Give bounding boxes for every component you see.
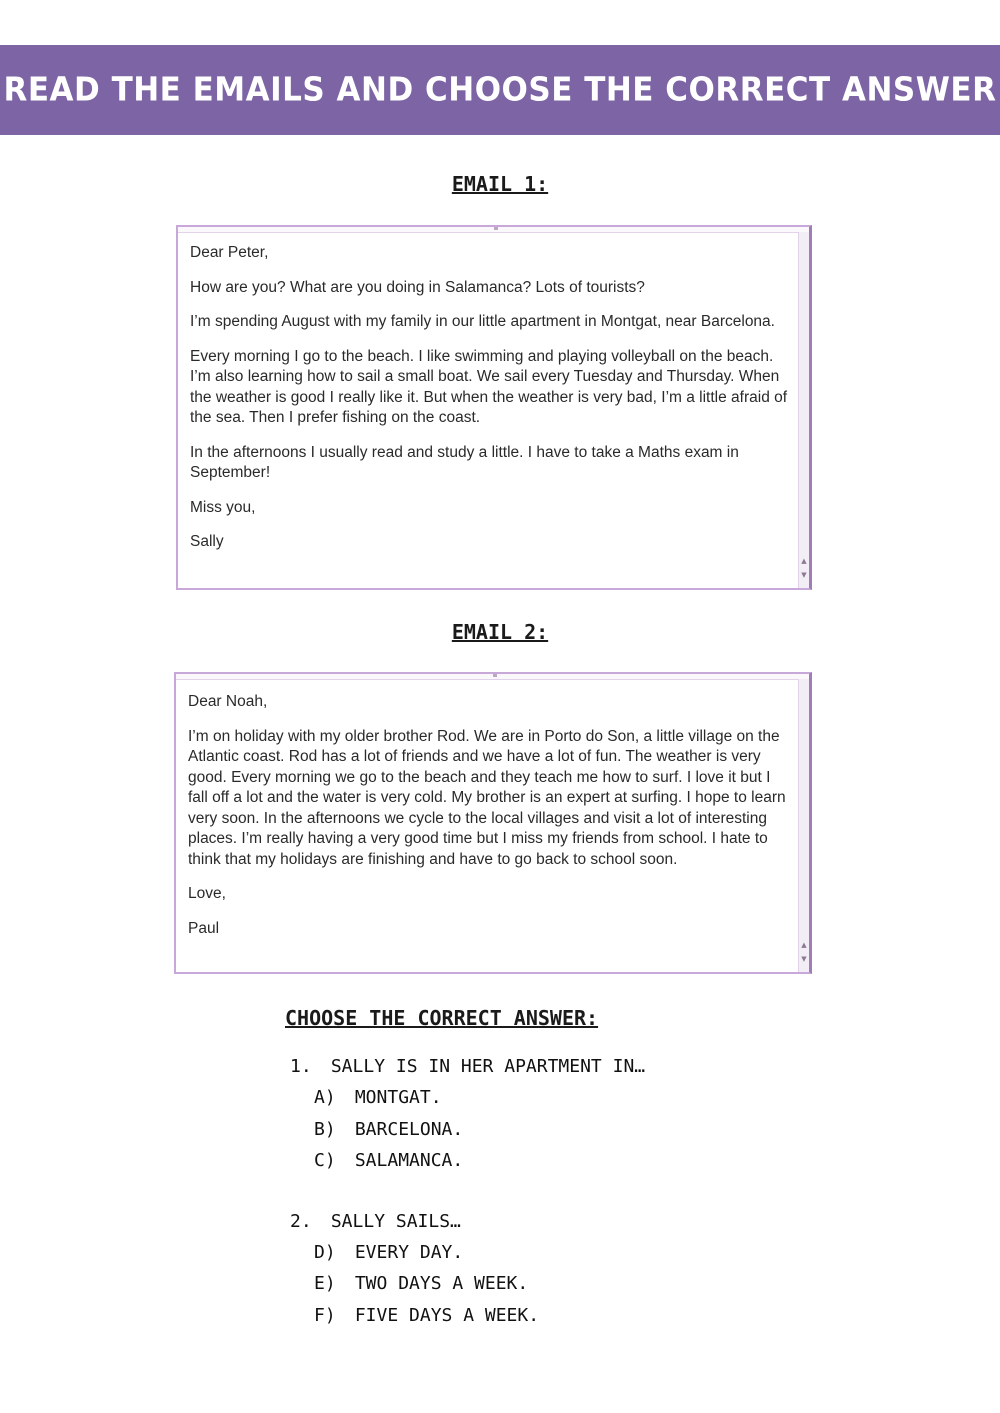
email-1-paragraph: I’m spending August with my family in our little apartment in Montgat, near Barcelona. (190, 313, 775, 330)
answer-option[interactable] (290, 1082, 890, 1114)
email-2-closing: Love, (188, 885, 226, 902)
answer-option[interactable] (290, 1145, 890, 1177)
email-1-paragraph: How are you? What are you doing in Salamanca? Lots of tourists? (190, 278, 645, 296)
option-letter: E) (314, 1273, 336, 1294)
email-2-scrollbar[interactable] (798, 679, 809, 972)
scroll-down-icon[interactable]: ▼ (801, 955, 807, 963)
email-2-heading: EMAIL 2: (451, 620, 549, 644)
page-title: READ THE EMAILS AND CHOOSE THE CORRECT ANSWER (3, 71, 997, 109)
answer-option[interactable] (290, 1268, 890, 1300)
email-1-signature: Sally (190, 533, 224, 550)
scroll-up-icon[interactable]: ▲ (801, 941, 807, 949)
email-1-closing: Miss you, (190, 498, 256, 516)
question-text: SALLY SAILS… (330, 1210, 461, 1232)
email-1-scrollbar[interactable] (798, 232, 809, 588)
email-2-paragraph: I’m on holiday with my older brother Rod. We are in Porto do Son, a little village on the Atlantic coast. Rod has a lot of friends and we have a lot of fun. The weather is very good. Every morning we go to the beach and they teach me how to surf. I love it but I fall off a lot and the water is very cold. My brother is an expert at surfing. I hope to learn very soon. In the afternoons we cycle to the local villages and visit a lot of interesting places. I’m really having a very good time but I miss my friends from school. I hate to think that my holidays are finishing and have to go back to school soon. (188, 727, 786, 868)
email-1-box (176, 225, 812, 590)
email-2-greeting: Dear Noah, (188, 693, 268, 710)
option-text: MONTGAT. (354, 1087, 442, 1108)
quiz-questions (290, 1052, 890, 1361)
option-text: SALAMANCA. (354, 1150, 464, 1171)
quiz-heading: CHOOSE THE CORRECT ANSWER: (285, 1006, 599, 1030)
email-2-signature: Paul (188, 919, 220, 937)
question-text: SALLY IS IN HER APARTMENT IN… (330, 1056, 646, 1077)
email-1-greeting: Dear Peter, (190, 244, 269, 261)
email-1-heading: EMAIL 1: (451, 172, 549, 196)
answer-option[interactable] (290, 1114, 890, 1146)
option-letter: A) (314, 1087, 336, 1108)
question-1 (290, 1052, 890, 1177)
email-2-resize-grip[interactable] (493, 674, 497, 677)
option-letter: D) (314, 1241, 336, 1263)
option-text: TWO DAYS A WEEK. (354, 1273, 529, 1294)
title-banner (0, 45, 1000, 135)
question-stem (290, 1052, 890, 1082)
question-2 (290, 1207, 890, 1332)
email-1-paragraph: In the afternoons I usually read and study a little. I have to take a Maths exam in September! (190, 443, 739, 481)
answer-option[interactable] (290, 1237, 890, 1269)
email-1-paragraph: Every morning I go to the beach. I like swimming and playing volleyball on the beach. I’m also learning how to sail a small boat. We sail every Tuesday and Thursday. When the weather is good I really like it. But when the weather is very bad, I’m a little afraid of the sea. Then I prefer fishing on the coast. (190, 347, 788, 426)
option-letter: F) (314, 1304, 336, 1326)
option-text: FIVE DAYS A WEEK. (354, 1304, 540, 1326)
question-number: 1. (290, 1056, 312, 1077)
email-1-resize-grip[interactable] (494, 227, 498, 230)
question-number: 2. (290, 1210, 312, 1232)
email-1-body (190, 243, 789, 567)
email-2-body (188, 692, 789, 953)
scroll-down-icon[interactable]: ▼ (801, 571, 807, 579)
answer-option[interactable] (290, 1300, 890, 1332)
option-letter: B) (314, 1118, 336, 1140)
question-stem (290, 1207, 890, 1237)
scroll-up-icon[interactable]: ▲ (801, 557, 807, 565)
email-2-box (174, 672, 812, 974)
option-text: EVERY DAY. (354, 1241, 464, 1263)
option-letter: C) (314, 1150, 336, 1171)
option-text: BARCELONA. (354, 1118, 464, 1140)
